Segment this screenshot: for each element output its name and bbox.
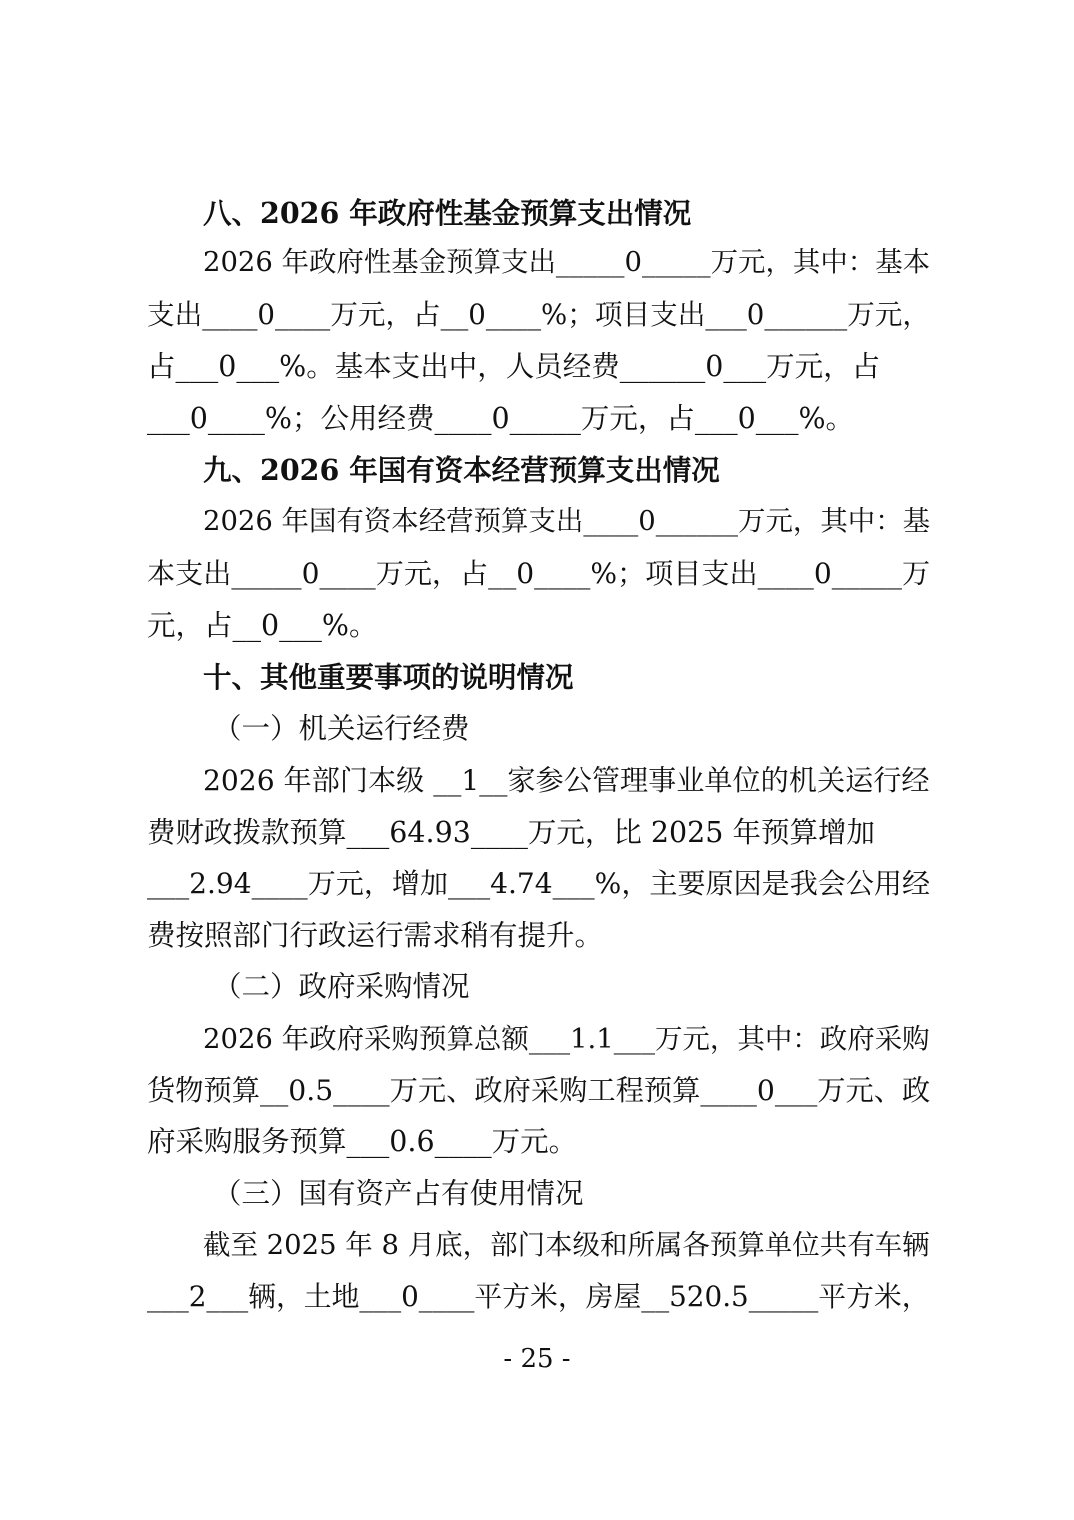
paragraph-line: 截至 2025 年 8 月底，部门本级和所属各预算单位共有车辆	[203, 1229, 930, 1261]
paragraph-line: ___2___辆，土地___0____平方米，房屋__520.5_____平方米，	[147, 1280, 930, 1313]
paragraph-line: 本支出_____0____万元，占__0____%；项目支出____0_____万	[147, 557, 931, 590]
section-heading-8: 八、2026 年政府性基金预算支出情况	[203, 196, 692, 230]
paragraph-line: 元，占__0___%。	[147, 609, 378, 642]
paragraph-line: 2026 年政府性基金预算支出_____0_____万元，其中：基本	[203, 247, 931, 278]
section-heading-9: 九、2026 年国有资本经营预算支出情况	[203, 453, 720, 487]
paragraph-line: ___0____%；公用经费____0_____万元，占___0___%。	[147, 402, 855, 435]
subsection-heading-1: （一）机关运行经费	[213, 712, 470, 745]
subsection-heading-2: （二）政府采购情况	[213, 970, 470, 1003]
section-heading-10: 十、其他重要事项的说明情况	[203, 660, 574, 694]
paragraph-line: 2026 年政府采购预算总额___1.1___万元，其中：政府采购	[203, 1023, 930, 1055]
paragraph-line: 费财政拨款预算___64.93____万元，比 2025 年预算增加	[147, 816, 875, 849]
paragraph-line: 费按照部门行政运行需求稍有提升。	[147, 919, 604, 952]
paragraph-line: 支出____0____万元，占__0____%；项目支出___0______万元，	[147, 298, 930, 331]
page-number: - 25 -	[503, 1344, 571, 1374]
paragraph-line: 货物预算__0.5____万元、政府采购工程预算____0___万元、政	[147, 1074, 931, 1107]
paragraph-line: ___2.94____万元，增加___4.74___%，主要原因是我会公用经	[147, 867, 931, 900]
paragraph-line: 2026 年部门本级 __1__家参公管理事业单位的机关运行经	[203, 764, 930, 797]
paragraph-line: 2026 年国有资本经营预算支出____0______万元，其中：基	[203, 506, 931, 537]
subsection-heading-3: （三）国有资产占有使用情况	[213, 1177, 584, 1210]
paragraph-line: 府采购服务预算___0.6____万元。	[147, 1125, 578, 1158]
paragraph-line: 占___0___%。基本支出中，人员经费______0___万元，占	[147, 350, 881, 383]
